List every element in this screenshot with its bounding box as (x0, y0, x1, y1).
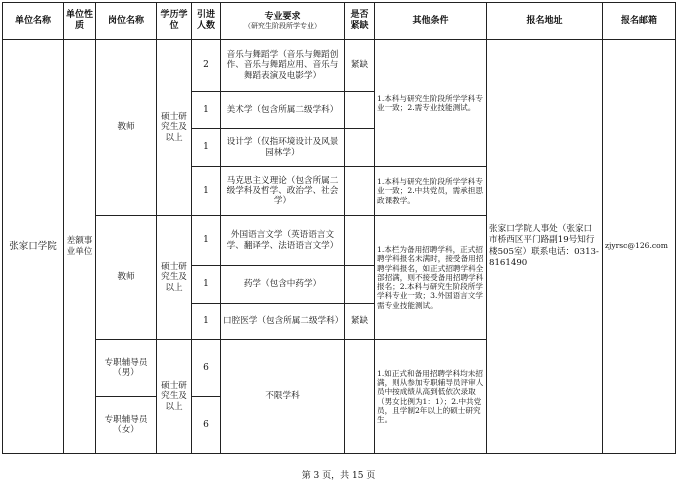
header-row (3, 3, 676, 40)
recruitment-table (2, 2, 676, 454)
position-cell: 专职辅导员（男） (96, 340, 157, 397)
urgent-cell (345, 167, 375, 216)
header-quota: 引进人数 (192, 3, 221, 40)
header-education: 学历学位 (157, 3, 192, 40)
education-cell: 硕士研究生及以上 (157, 216, 192, 340)
other-conditions-cell: 1.本科与研究生阶段所学学科专业一致；2.中共党员，需承担思政课教学。 (375, 167, 487, 216)
position-cell: 教师 (96, 40, 157, 216)
header-unit-type: 单位性质 (64, 3, 96, 40)
header-major-subtitle: （研究生阶段所学专业） (244, 22, 321, 31)
urgent-cell: 紧缺 (345, 304, 375, 340)
quota-cell: 1 (192, 216, 221, 266)
quota-cell: 1 (192, 92, 221, 129)
major-cell: 药学（包含中药学） (221, 266, 345, 304)
major-cell: 音乐与舞蹈学（音乐与舞蹈创作、音乐与舞蹈应用、音乐与舞蹈表演及电影学） (221, 40, 345, 92)
major-cell: 设计学（仅指环境设计及风景园林学） (221, 129, 345, 167)
urgent-cell (345, 129, 375, 167)
major-cell: 口腔医学（包含所属二级学科） (221, 304, 345, 340)
header-other: 其他条件 (375, 3, 487, 40)
position-cell: 教师 (96, 216, 157, 340)
quota-cell: 6 (192, 397, 221, 454)
major-cell: 美术学（包含所属二级学科） (221, 92, 345, 129)
position-cell: 专职辅导员（女） (96, 397, 157, 454)
major-cell: 马克思主义理论（包含所属二级学科及哲学、政治学、社会学） (221, 167, 345, 216)
urgent-cell (345, 340, 375, 454)
urgent-cell (345, 216, 375, 266)
unit-type-cell: 差额事业单位 (64, 40, 96, 454)
header-major (221, 3, 345, 40)
page-footer: 第 3 页，共 15 页 (301, 471, 376, 481)
unit-name-cell: 张家口学院 (3, 40, 64, 454)
major-cell: 外国语言文学（英语语言文学、翻译学、法语语言文学） (221, 216, 345, 266)
email-cell: zjyrsc@126.com (603, 40, 676, 454)
urgent-cell: 紧缺 (345, 40, 375, 92)
quota-cell: 1 (192, 304, 221, 340)
header-email: 报名邮箱 (603, 3, 676, 40)
other-conditions-cell: 1.本科与研究生阶段所学学科专业一致；2.需专业技能测试。 (375, 40, 487, 167)
quota-cell: 1 (192, 129, 221, 167)
header-unit-name: 单位名称 (3, 3, 64, 40)
header-position: 岗位名称 (96, 3, 157, 40)
major-cell: 不限学科 (221, 340, 345, 454)
other-conditions-cell: 1.如正式和备用招聘学科均未招满，则从参加专职辅导员评审人员中按成绩从高到低依次录取（男女比例为1：1）；2.中共党员，且学制2年以上的硕士研究生。 (375, 340, 487, 454)
address-cell: 张家口学院人事处（张家口市桥西区平门路副19号知行楼505室）联系电话：0313-8161490 (487, 40, 603, 454)
education-cell: 硕士研究生及以上 (157, 340, 192, 454)
quota-cell: 6 (192, 340, 221, 397)
table-row (3, 40, 676, 92)
quota-cell: 2 (192, 40, 221, 92)
education-cell: 硕士研究生及以上 (157, 40, 192, 216)
urgent-cell (345, 266, 375, 304)
header-urgent: 是否紧缺 (345, 3, 375, 40)
other-conditions-cell: 1.本栏为备用招聘学科，正式招聘学科报名未满时，接受备用招聘学科报名，如正式招聘学科全部招满，则不接受备用招聘学科报名；2.本科与研究生阶段所学学科专业一致；3.外国语言文学需专业技能测试。 (375, 216, 487, 340)
header-address: 报名地址 (487, 3, 603, 40)
header-major-title: 专业要求 (264, 11, 301, 22)
quota-cell: 1 (192, 167, 221, 216)
quota-cell: 1 (192, 266, 221, 304)
urgent-cell (345, 92, 375, 129)
